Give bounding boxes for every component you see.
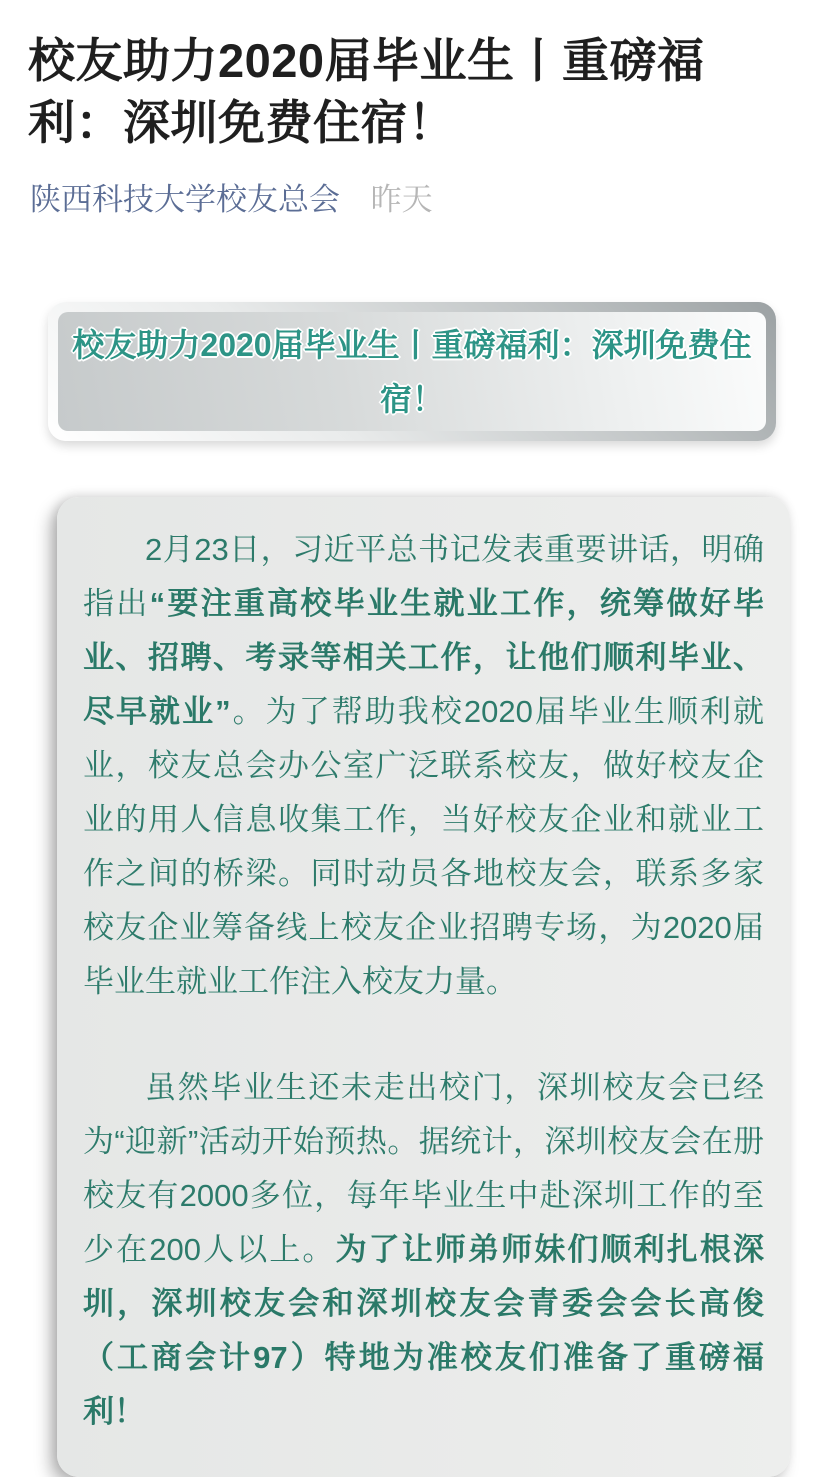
paragraph-1-bold-emphasis: “要注重高校毕业生就业工作，统筹做好毕业、招聘、考录等相关工作，让他们顺利毕业、尽早就业” [83,586,765,729]
title-banner-inner-panel [58,312,766,431]
article-meta-row [30,182,791,218]
paragraph-2-normal-start: 虽然毕业生还未走出校门，深圳校友会已经为“迎新”活动开始预热。据统计，深圳校友会在册校友有2000多位，每年毕业生中赴深圳工作的至少在200人以上。 [83,1070,764,1267]
publish-date: 昨天 [370,182,433,217]
banner-title-text: 校友助力2020届毕业生丨重磅福利：深圳免费住宿！ [72,326,752,417]
paragraph-1-normal-end: 。为了帮助我校2020届毕业生顺利就业，校友总会办公室广泛联系校友，做好校友企业的用人信息收集工作，当好校友企业和就业工作之间的桥梁。同时动员各地校友会，联系多家校友企业筹备线上校友企业招聘专场，为2020届毕业生就业工作注入校友力量。 [83,694,765,999]
account-name-link[interactable]: 陕西科技大学校友总会 [30,182,340,217]
paragraph-2-bold-emphasis: 为了让师弟师妹们顺利扎根深圳，深圳校友会和深圳校友会青委会会长高俊（工商会计97）特地为准校友们准备了重磅福利！ [83,1232,764,1429]
paragraph-2 [83,1061,764,1439]
page-title: 校友助力2020届毕业生丨重磅福利：深圳免费住宿！ [28,34,705,149]
paragraph-1-normal-start: 2月23日，习近平总书记发表重要讲话，明确指出 [83,532,764,621]
paragraph-1 [83,523,764,1009]
article-page [0,30,819,1439]
title-banner-image[interactable] [48,302,776,441]
article-body-card [57,497,790,1477]
